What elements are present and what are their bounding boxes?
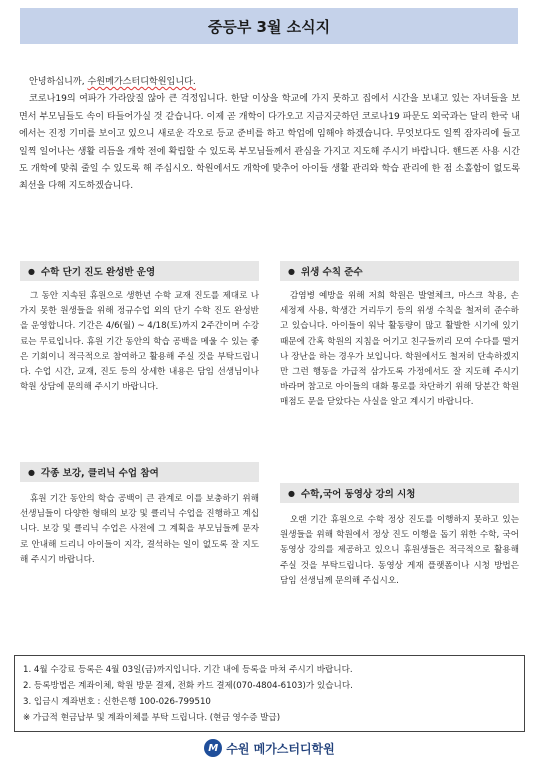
intro-greeting bbox=[19, 74, 520, 91]
greeting-text: 안녕하십니까, bbox=[29, 77, 88, 87]
notice-line-payment-methods: 2. 등록방법은 계좌이체, 학원 방문 결제, 전화 카드 결제(070-4804-6103)가 있습니다. bbox=[23, 681, 353, 691]
academy-name: 수원메가스터디학원입니다. bbox=[87, 77, 196, 87]
section-body-supplementary-clinic bbox=[20, 492, 259, 568]
intro-body: 코로나19의 여파가 가라앉질 않아 큰 걱정입니다. 한달 이상을 학교에 가지 못하고 집에서 시간을 보내고 있는 자녀들을 보면서 부모님들도 속이 타들어가실 것 같습니다. 이제 곧 개학이 다가오고 지금지긋하던 코로나19 파문도 외국과는 달리 한국 내에서는 진정 기미를 보이고 있으니 새로운 각오로 등교 준비를 하고 학업에 임해야 하겠습니다. 무엇보다도 일찍 잠자리에 들고 일찍 일어나는 생활 리듬을 개학 전에 확립할 수 있도록 부모님들께서 관심을 가지고 지도해 주시기 바랍니다. 핸드폰 사용 시간도 개학에 맞춰 줄일 수 있도록 해 주십시오. 학원에서도 개학에 맞추어 아이들 생활 관리와 학습 관리에 한 점 소홀함이 없도록 최선을 다해 지도하겠습니다. bbox=[19, 94, 520, 192]
section-body-hygiene-rules bbox=[280, 289, 519, 411]
bullet-icon: ● bbox=[288, 488, 295, 498]
academy-logo-icon: M bbox=[204, 739, 222, 757]
section-body-text: 감염병 예방을 위해 저희 학원은 발열체크, 마스크 착용, 손 세정제 사용, 학생간 거리두기 등의 위생 수칙을 철저히 준수하고 있습니다. 아이들이 워낙 활동량이 많고 활발한 시기에 있기 때문에 간혹 학원의 지침을 어기고 친구들끼리 모여 수다를 떨거나 장난을 하는 경우가 보입니다. 학원에서도 철저히 단속하겠지만 그런 행동을 가급적 삼가도록 가정에서도 잘 지도해 주시기 바라며 참고로 아이들의 대화 통로를 차단하기 위해 당분간 학원 매점도 문을 닫았다는 사실을 알고 계시기 바랍니다. bbox=[280, 291, 519, 408]
section-heading-video-lectures bbox=[280, 483, 519, 503]
academy-logo-text: 수원 메가스터디학원 bbox=[226, 741, 335, 756]
section-heading-text: 수학 단기 진도 완성반 운영 bbox=[40, 267, 156, 278]
section-heading-math-course bbox=[20, 261, 259, 281]
section-body-video-lectures bbox=[280, 513, 519, 589]
section-body-text: 오랜 기간 휴원으로 수학 정상 진도를 이행하지 못하고 있는 원생들을 위해 학원에서 정상 진도 이행을 돕기 위한 수학, 국어 동영상 강의를 제공하고 있으니 휴원생들은 적극적으로 활용해 주실 것을 부탁드립니다. 동영상 게재 플랫폼이나 시청 방법은 담임 선생님께 문의해 주십시오. bbox=[280, 515, 519, 586]
section-heading-hygiene-rules bbox=[280, 261, 519, 281]
bullet-icon: ● bbox=[28, 266, 35, 276]
notice-line-deadline: 1. 4월 수강료 등록은 4월 03일(금)까지입니다. 기간 내에 등록을 마쳐 주시기 바랍니다. bbox=[23, 665, 353, 675]
bullet-icon: ● bbox=[28, 467, 35, 477]
academy-logo bbox=[0, 737, 539, 759]
section-heading-supplementary-clinic bbox=[20, 462, 259, 482]
intro-letter bbox=[19, 74, 520, 196]
notice-line-bank-account: 3. 입금시 계좌번호 : 신한은행 100-026-799510 bbox=[23, 697, 211, 707]
section-body-math-course bbox=[20, 289, 259, 395]
section-heading-text: 수학,국어 동영상 강의 시청 bbox=[300, 489, 416, 500]
section-heading-text: 위생 수칙 준수 bbox=[300, 267, 363, 278]
notice-line-note: ※ 가급적 현금납부 및 계좌이체를 부탁 드립니다. (현금 영수증 발급) bbox=[23, 713, 281, 723]
bullet-icon: ● bbox=[288, 266, 295, 276]
section-body-text: 그 동안 지속된 휴원으로 생한년 수학 교재 진도를 제대로 나가지 못한 원생들을 위해 정규수업 외의 단기 수학 진도 완성반을 운영합니다. 기간은 4/6(월) ~ 4/18(토)까지 2주간이며 수강료는 무료입니다. 휴원 기간 동안의 학습 공백을 메울 수 있는 좋은 기회이니 적극적으로 참여하고 활용해 주실 것을 부탁드립니다. 수업 시간, 교재, 진도 등의 상세한 내용은 담임 선생님이나 학원 상담에 문의해 주시기 바랍니다. bbox=[20, 291, 259, 393]
section-body-text: 휴원 기간 동안의 학습 공백이 큰 관계로 이를 보충하기 위해 선생님들이 다양한 형태의 보강 및 클리닉 수업을 진행하고 계십니다. 보강 및 클리닉 수업은 사전에 그 계획을 부모님들께 문자로 안내해 드리니 아이들이 지각, 결석하는 일이 없도록 잘 지도해 주시기 바랍니다. bbox=[20, 494, 259, 565]
section-heading-text: 각종 보강, 클리닉 수업 참여 bbox=[40, 468, 159, 479]
page-title: 중등부 3월 소식지 bbox=[207, 17, 331, 36]
newsletter-title-banner bbox=[20, 8, 518, 44]
tuition-notice-box bbox=[14, 655, 525, 732]
